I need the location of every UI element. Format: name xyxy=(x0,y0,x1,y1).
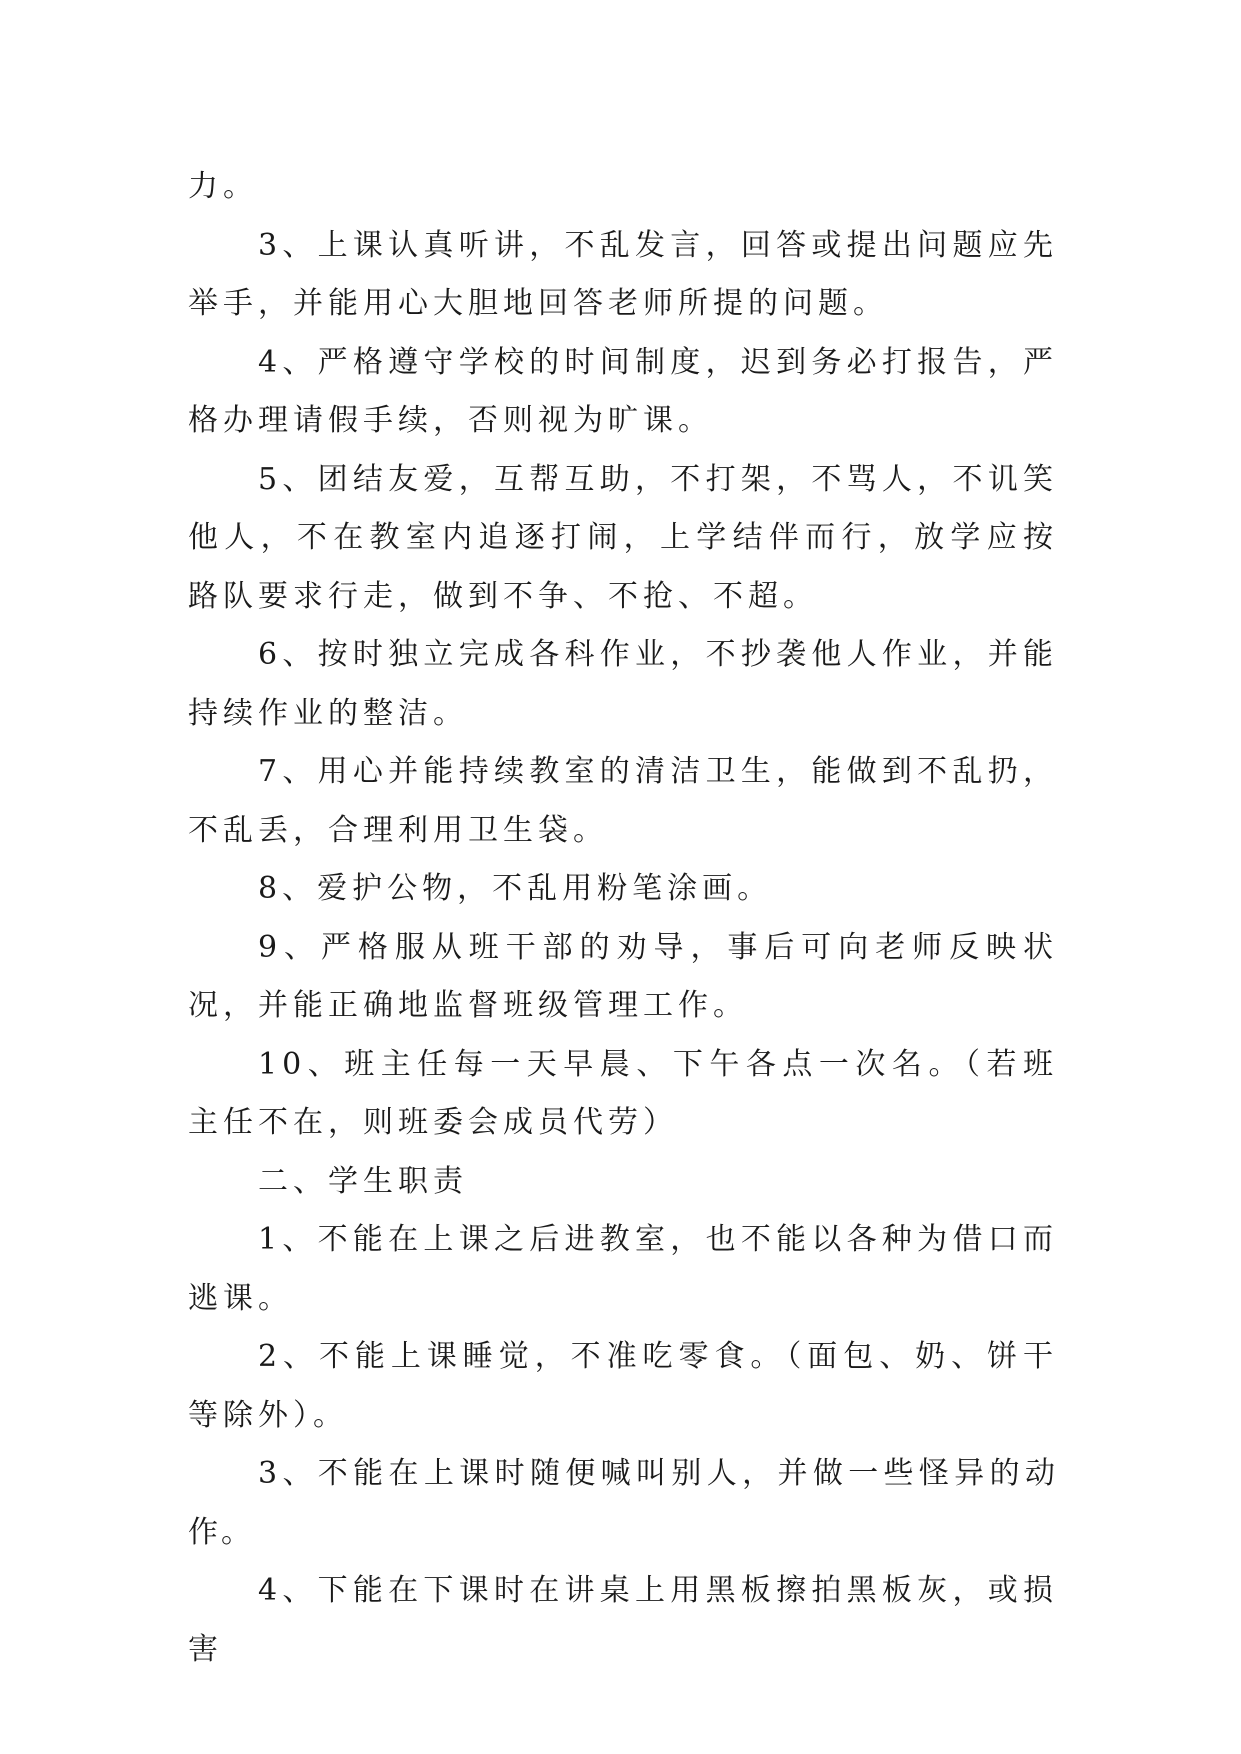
paragraph-rule-4: 4、严格遵守学校的时间制度，迟到务必打报告，严格办理请假手续，否则视为旷课。 xyxy=(188,344,1058,438)
paragraph-rule-3: 3、上课认真听讲，不乱发言，回答或提出问题应先举手，并能用心大胆地回答老师所提的问题。 xyxy=(188,227,1058,321)
paragraph-duty-3: 3、不能在上课时随便喊叫别人，并做一些怪异的动作。 xyxy=(188,1456,1058,1550)
paragraph-rule-6: 6、按时独立完成各科作业，不抄袭他人作业，并能持续作业的整洁。 xyxy=(188,637,1058,731)
paragraph-rule-8: 8、爱护公物，不乱用粉笔涂画。 xyxy=(258,871,773,906)
paragraph-rule-5: 5、团结友爱，互帮互助，不打架，不骂人，不讥笑他人，不在教室内追逐打闹，上学结伴而行，放学应按路队要求行走，做到不争、不抢、不超。 xyxy=(188,461,1058,614)
paragraph-duty-2: 2、不能上课睡觉，不准吃零食。（面包、奶、饼干等除外）。 xyxy=(188,1339,1058,1433)
paragraph-rule-7: 7、用心并能持续教室的清洁卫生，能做到不乱扔，不乱丢，合理利用卫生袋。 xyxy=(188,754,1058,848)
document-body xyxy=(188,158,1058,1679)
paragraph-duty-4: 4、下能在下课时在讲桌上用黑板擦拍黑板灰，或损害 xyxy=(188,1573,1058,1667)
paragraph-duty-1: 1、不能在上课之后进教室，也不能以各种为借口而逃课。 xyxy=(188,1222,1058,1316)
paragraph-rule-10: 10、班主任每一天早晨、下午各点一次名。（若班主任不在，则班委会成员代劳） xyxy=(188,1046,1058,1140)
paragraph-rule-9: 9、严格服从班干部的劝导，事后可向老师反映状况，并能正确地监督班级管理工作。 xyxy=(188,929,1058,1023)
section-heading-student-duties: 二、学生职责 xyxy=(258,1163,468,1199)
paragraph-continuation: 力。 xyxy=(188,169,258,204)
